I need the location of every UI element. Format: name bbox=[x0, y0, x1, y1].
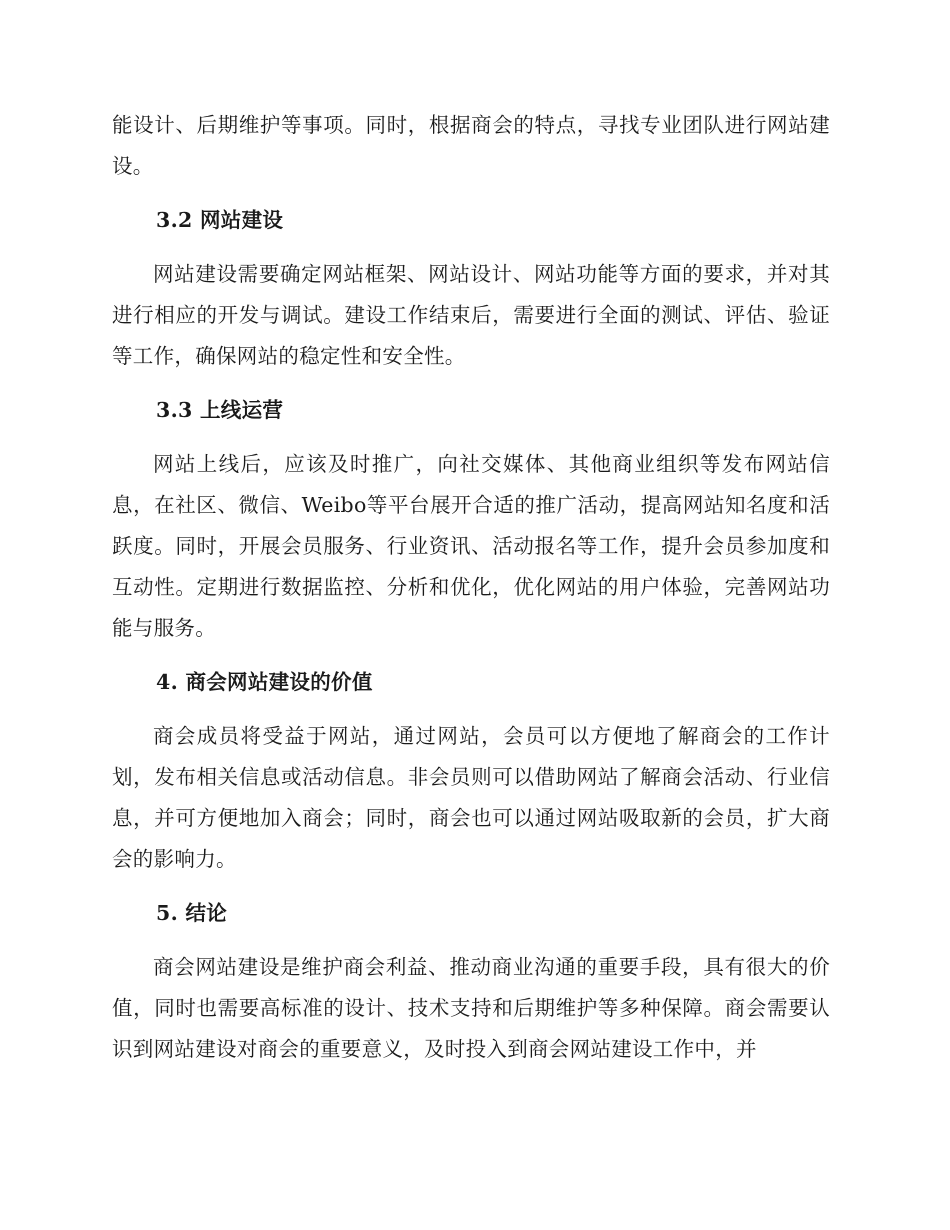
paragraph-website-construction: 网站建设需要确定网站框架、网站设计、网站功能等方面的要求，并对其进行相应的开发与调试。建设工作结束后，需要进行全面的测试、评估、验证等工作，确保网站的稳定性和安全性。 bbox=[112, 262, 830, 368]
section-heading-4: 4. 商会网站建设的价值 bbox=[156, 670, 373, 694]
paragraph-conclusion: 商会网站建设是维护商会利益、推动商业沟通的重要手段，具有很大的价值，同时也需要高标准的设计、技术支持和后期维护等多种保障。商会需要认识到网站建设对商会的重要意义，及时投入到商会网站建设工作中，并 bbox=[112, 955, 830, 1061]
paragraph-launch-operation: 网站上线后，应该及时推广，向社交媒体、其他商业组织等发布网站信息，在社区、微信、Weibo等平台展开合适的推广活动，提高网站知名度和活跃度。同时，开展会员服务、行业资讯、活动报名等工作，提升会员参加度和互动性。定期进行数据监控、分析和优化，优化网站的用户体验，完善网站功能与服务。 bbox=[112, 452, 830, 640]
paragraph-continuation: 能设计、后期维护等事项。同时，根据商会的特点，寻找专业团队进行网站建设。 bbox=[112, 113, 830, 178]
section-heading-5: 5. 结论 bbox=[156, 901, 228, 925]
section-heading-3-3: 3.3 上线运营 bbox=[156, 398, 284, 422]
paragraph-value: 商会成员将受益于网站，通过网站，会员可以方便地了解商会的工作计划，发布相关信息或活动信息。非会员则可以借助网站了解商会活动、行业信息，并可方便地加入商会；同时，商会也可以通过网站吸取新的会员，扩大商会的影响力。 bbox=[112, 724, 830, 871]
section-heading-3-2: 3.2 网站建设 bbox=[156, 208, 284, 232]
document-body bbox=[112, 105, 830, 1083]
